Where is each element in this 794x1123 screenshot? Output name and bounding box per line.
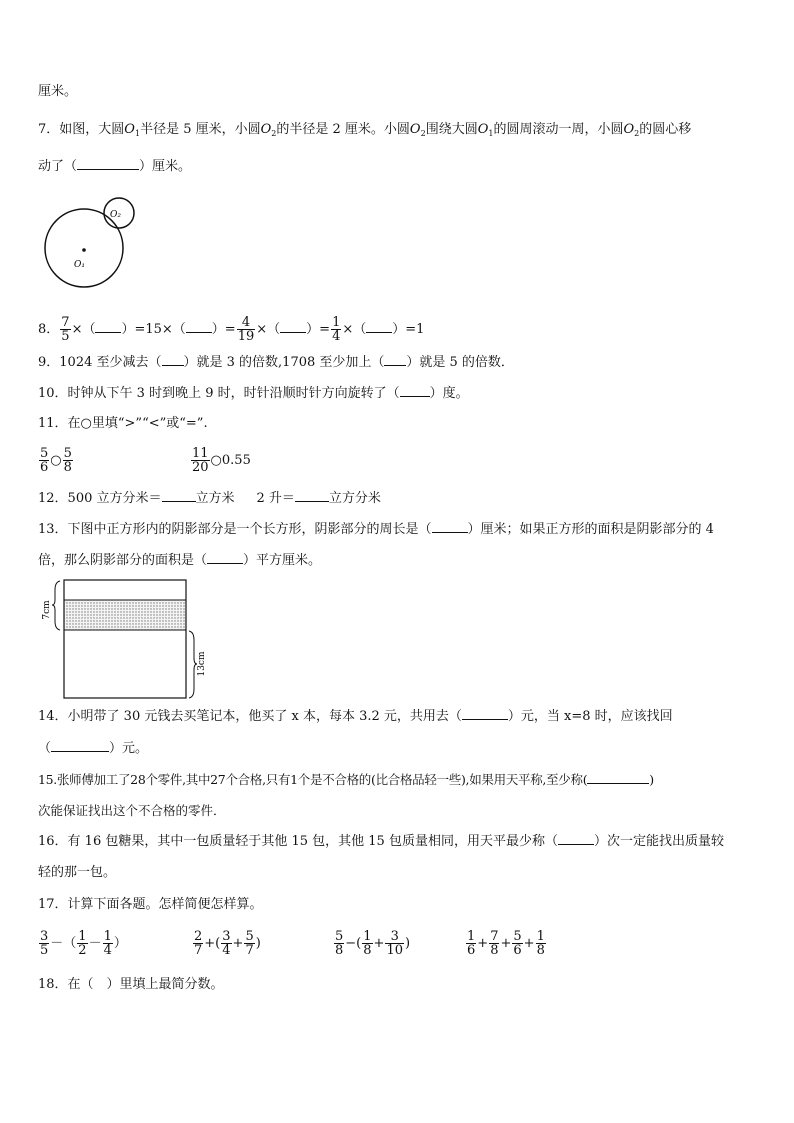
- answer-blank[interactable]: [558, 832, 594, 845]
- shaded-rectangle: [64, 600, 186, 630]
- fraction: $\frac{7}{5}$: [61, 315, 70, 344]
- q11-title: 11．在○里填“>”“<”或“=”.: [38, 416, 208, 431]
- answer-blank[interactable]: [77, 157, 139, 170]
- q18-line: 18．在（ ）里填上最简分数。: [38, 977, 224, 992]
- fraction: $\frac{4}{19}$: [237, 315, 255, 344]
- answer-blank[interactable]: [384, 353, 406, 366]
- answer-blank[interactable]: [51, 739, 109, 752]
- answer-blank[interactable]: [207, 551, 243, 564]
- answer-blank[interactable]: [295, 489, 329, 502]
- q17-expr3: $\frac{5}{8}$ −( $\frac{1}{8}$ + $\frac{3}{10}$ ): [335, 929, 411, 958]
- big-circle: [45, 209, 123, 287]
- q17-expr2: $\frac{2}{7}$ +( $\frac{3}{4}$ + $\frac{5}{7}$ ): [194, 929, 261, 958]
- q6-tail: 厘米。: [38, 84, 78, 99]
- q11-expr1: $\frac{5}{6}$ ○ $\frac{5}{8}$: [40, 446, 72, 475]
- q8-line: 8． $\frac{7}{5}$ ×（ ）=15×（ ）= $\frac{4}{19}$ ×（ ）= $\frac{1}{4}$ ×（ ）=1: [38, 315, 425, 344]
- q15-line1: 15.张师傅加工了28个零件,其中27个合格,只有1个是不合格的(比合格品轻一些),如果用天平称,至少称( ): [38, 772, 654, 787]
- q17-title: 17．计算下面各题。怎样简便怎样算。: [38, 897, 263, 912]
- q13-line1: 13．下图中正方形内的阴影部分是一个长方形，阴影部分的周长是（ ）厘米；如果正方形的面积是阴影部分的 4: [38, 522, 714, 537]
- q13-line2: 倍，那么阴影部分的面积是（ ）平方厘米。: [38, 553, 322, 568]
- square-figure: [36, 578, 216, 704]
- q7-line2: 动了（ ）厘米。: [38, 159, 192, 174]
- answer-blank[interactable]: [432, 520, 468, 533]
- circles-figure: [36, 193, 146, 293]
- big-circle-center: [82, 248, 86, 252]
- q12-line: 12．500 立方分米＝ 立方米 2 升＝ 立方分米: [38, 491, 381, 506]
- q10-line: 10．时钟从下午 3 时到晚上 9 时，时针沿顺时针方向旋转了（ ）度。: [38, 386, 469, 401]
- answer-blank[interactable]: [162, 353, 184, 366]
- q16-line2: 轻的那一包。: [38, 865, 117, 880]
- answer-blank[interactable]: [280, 320, 306, 333]
- answer-blank[interactable]: [462, 707, 508, 720]
- answer-blank[interactable]: [400, 384, 430, 397]
- answer-blank[interactable]: [186, 320, 212, 333]
- q17-expr4: $\frac{1}{6}$ + $\frac{7}{8}$ + $\frac{5}{6}$ + $\frac{1}{8}$: [467, 929, 545, 958]
- fraction: $\frac{1}{4}$: [332, 315, 341, 344]
- q9-line: 9．1024 至少减去（ ）就是 3 的倍数,1708 至少加上（ ）就是 5 的倍数．: [38, 355, 514, 370]
- answer-blank[interactable]: [95, 320, 121, 333]
- q11-expr2: $\frac{11}{20}$ ○0.55: [192, 446, 251, 475]
- brace-left: [52, 581, 60, 630]
- q15-line2: 次能保证找出这个不合格的零件．: [38, 803, 226, 818]
- label-7cm: 7cm: [42, 600, 52, 620]
- q16-line1: 16．有 16 包糖果，其中一包质量轻于其他 15 包，其他 15 包质量相同，用天平最少称（ ）次一定能找出质量较: [38, 834, 724, 849]
- q14-line1: 14．小明带了 30 元钱去买笔记本，他买了 x 本，每本 3.2 元，共用去（ ）元，当 x=8 时，应该找回: [38, 709, 673, 724]
- q7-line1: 7．如图，大圆$O_1$半径是 5 厘米，小圆$O_2$的半径是 2 厘米。小圆$O_2$围绕大圆$O_1$的圆周滚动一周，小圆$O_2$的圆心移: [38, 122, 692, 138]
- small-circle-label: O₂: [110, 210, 121, 220]
- answer-blank[interactable]: [587, 771, 649, 784]
- q14-line2: （ ）元。: [38, 741, 149, 756]
- big-circle-label: O₁: [74, 260, 85, 270]
- answer-blank[interactable]: [162, 489, 196, 502]
- compare-circle[interactable]: ○: [50, 453, 62, 468]
- label-13cm: 13cm: [197, 651, 207, 677]
- q17-expr1: $\frac{3}{5}$ －（ $\frac{1}{2}$ － $\frac{1}{4}$ ）: [40, 929, 127, 958]
- square: [64, 580, 186, 698]
- brace-right: [189, 631, 197, 698]
- answer-blank[interactable]: [366, 320, 392, 333]
